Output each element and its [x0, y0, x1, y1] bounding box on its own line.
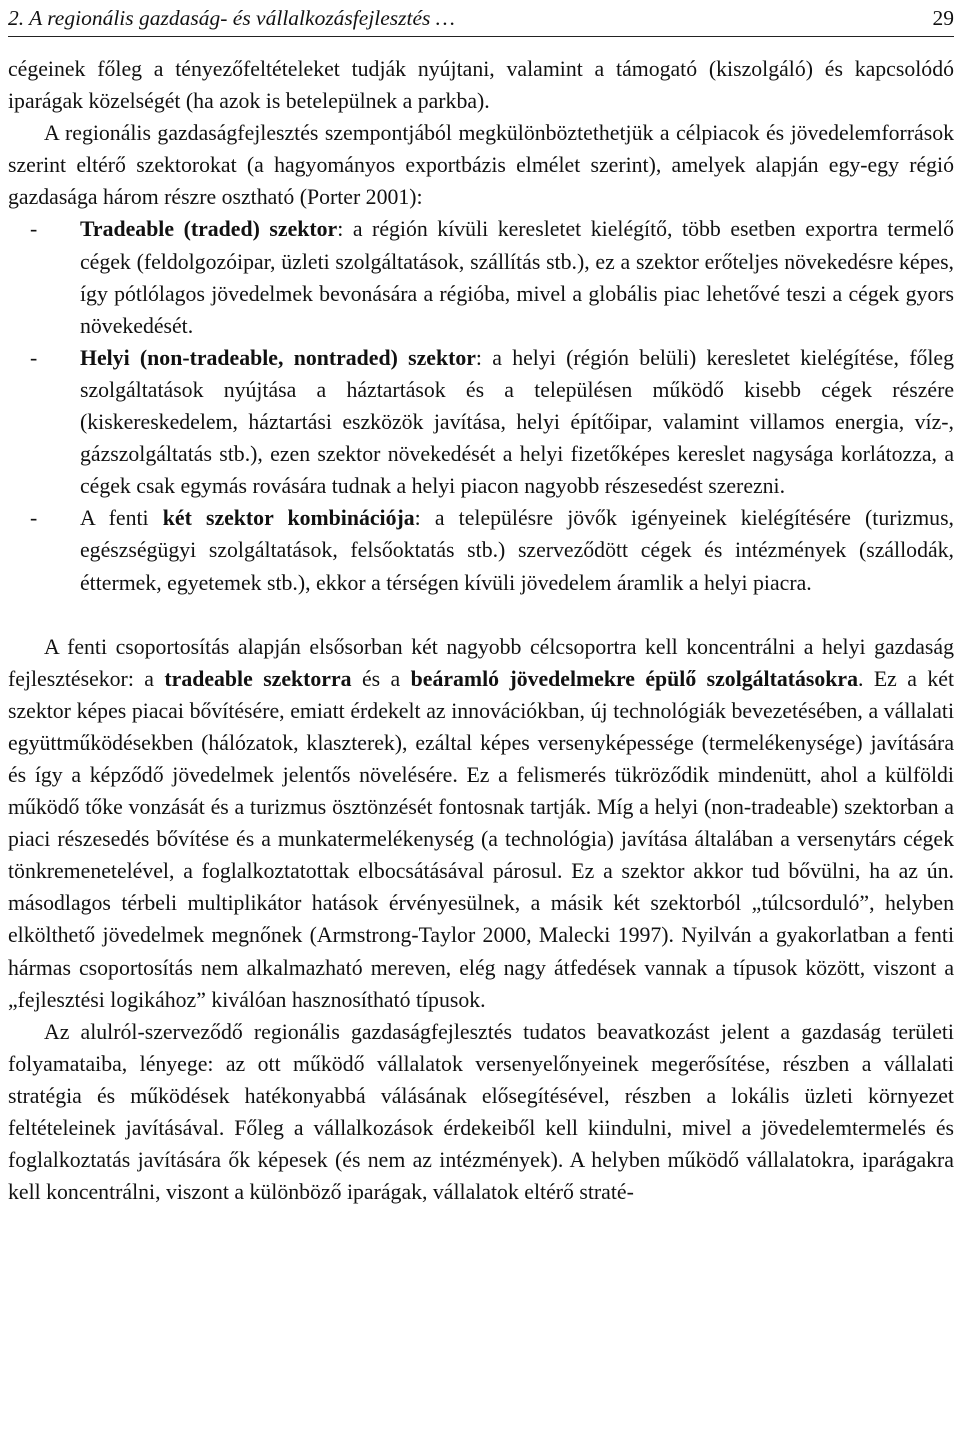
- paragraph-bottom-up: Az alulról-szerveződő regionális gazdaságfejlesztés tudatos beavatkozást jelent a gazdaság területi folyamataiba, lényege: az ott működő vállalatok versenyelőnyeinek megerősítése, részben a vállalati stratégia és működések hatékonyabbá válásának elősegítésével, részben a lokális üzleti környezet feltételeinek javításával. Főleg a vállalkozások érdekeiből kell kiindulni, mivel a jövedelemtermelés és foglalkoztatás javítására ők képesek (és nem az intézmények). A helyben működő vállalatokra, iparágakra kell koncentrálni, viszont a különböző iparágak, vállalatok eltérő straté-: [8, 1019, 954, 1205]
- text-run: . Ez a két szektor képes piacai bővítésére, emiatt érdekelt az innovációkban, új technológiák bevezetésében, a vállalati együttműködésekben (hálózatok, klaszterek), ezáltal képes versenyképessége (termelékenysége) javítására és így a képződő jövedelmek jelentős növelésére. Ez a felismerés tükröződik mindenütt, ahol a külföldi működő tőke vonzását és a turizmus ösztönzését fontosnak tartják. Míg a helyi (non-tradeable) szektorban a piaci részesedés bővítése és a munkatermelékenység (a technológia) javítása általában a versenytárs cégek tönkremenetelével, a foglalkoztatottak elbocsátásával párosul. Ez a szektor akkor tud bővülni, ha az ún. másodlagos térbeli multiplikátor hatások érvényesülnek, a másik két szektorból „túlcsorduló”, helyben elkölthető jövedelmek megnőnek (Armstrong-Taylor 2000, Malecki 1997). Nyilván a gyakorlatban a fenti hármas csoportosítás nem alkalmazható mereven, elég nagy átfedések vannak a típusok között, viszont a „fejlesztési logikához” kiválóan hasznosítható típusok.: [8, 666, 954, 1012]
- list-item-text: : a helyi (régión belüli) keresletet kielégítése, főleg szolgáltatások nyújtása a háztartások és a településen működő kisebb cégek részére (kiskereskedelem, háztartási eszközök javítása, helyi építőipar, valamint villamos energia, víz-, gázszolgáltatás stb.), ezen szektor növekedését a helyi fizetőképes kereslet nagysága korlátozza, a cégek csak egymás rovására tudnak a helyi piacon nagyobb részesedést szerezni.: [80, 345, 954, 499]
- list-dash: -: [30, 217, 38, 242]
- document-page: [8, 0, 954, 1208]
- list-item-tradeable: [8, 213, 954, 341]
- paragraph-continued: cégeinek főleg a tényezőfeltételeket tudják nyújtani, valamint a támogató (kiszolgáló) és kapcsolódó iparágak közelségét (ha azok is betelepülnek a parkba).: [8, 57, 954, 114]
- list-item-local: [8, 342, 954, 502]
- term-local-sector: Helyi (non-tradeable, nontraded) szektor: [80, 345, 476, 370]
- header-title: 2. A regionális gazdaság- és vállalkozásfejlesztés …: [8, 6, 455, 30]
- paragraph-target-groups: [8, 631, 954, 1016]
- term-tradeable-focus: tradeable szektorra: [164, 666, 352, 691]
- list-item-prefix: A fenti: [80, 506, 163, 531]
- paragraph-gap: [8, 599, 954, 631]
- list-item-combination: [8, 502, 954, 598]
- page-number: 29: [932, 6, 954, 30]
- term-tradeable-sector: Tradeable (traded) szektor: [80, 217, 338, 242]
- list-dash: -: [30, 506, 38, 531]
- running-header: [8, 0, 954, 37]
- sector-list: [8, 213, 954, 598]
- paragraph-sectors-intro: A regionális gazdaságfejlesztés szempontjából megkülönböztethetjük a célpiacok és jövedelemforrások szerint eltérő szektorokat (a hagyományos exportbázis elmélet szerint), amelyek alapján egy-egy régió gazdasága három részre osztható (Porter 2001):: [8, 121, 954, 210]
- list-item-text: : a településre jövők igényeinek kielégítésére (turizmus, egészségügyi szolgáltatások, felsőoktatás stb.) szerveződött cégek és intézmények (szállodák, éttermek, egyetemek stb.), ekkor a térségen kívüli jövedelem áramlik a helyi piacra.: [80, 506, 954, 595]
- text-run: és a: [351, 666, 411, 691]
- term-income-services: beáramló jövedelmekre épülő szolgáltatásokra: [410, 666, 858, 691]
- text-run: A fenti csoportosítás alapján elsősorban két nagyobb célcsoportra kell koncentrálni a helyi gazdaság fejlesztésekor: a: [8, 634, 954, 691]
- list-item-text: : a régión kívüli keresletet kielégítő, több esetben exportra termelő cégek (feldolgozóipar, üzleti szolgáltatások, szállítás stb.), ez a szektor erőteljes növekedésre képes, így pótlólagos jövedelmek bevonására a régióba, mivel a globális piac lehetővé teszi a cégek gyors növekedését.: [80, 217, 955, 338]
- body-text: [8, 53, 954, 1208]
- list-dash: -: [30, 345, 38, 370]
- term-sector-combination: két szektor kombinációja: [162, 506, 415, 531]
